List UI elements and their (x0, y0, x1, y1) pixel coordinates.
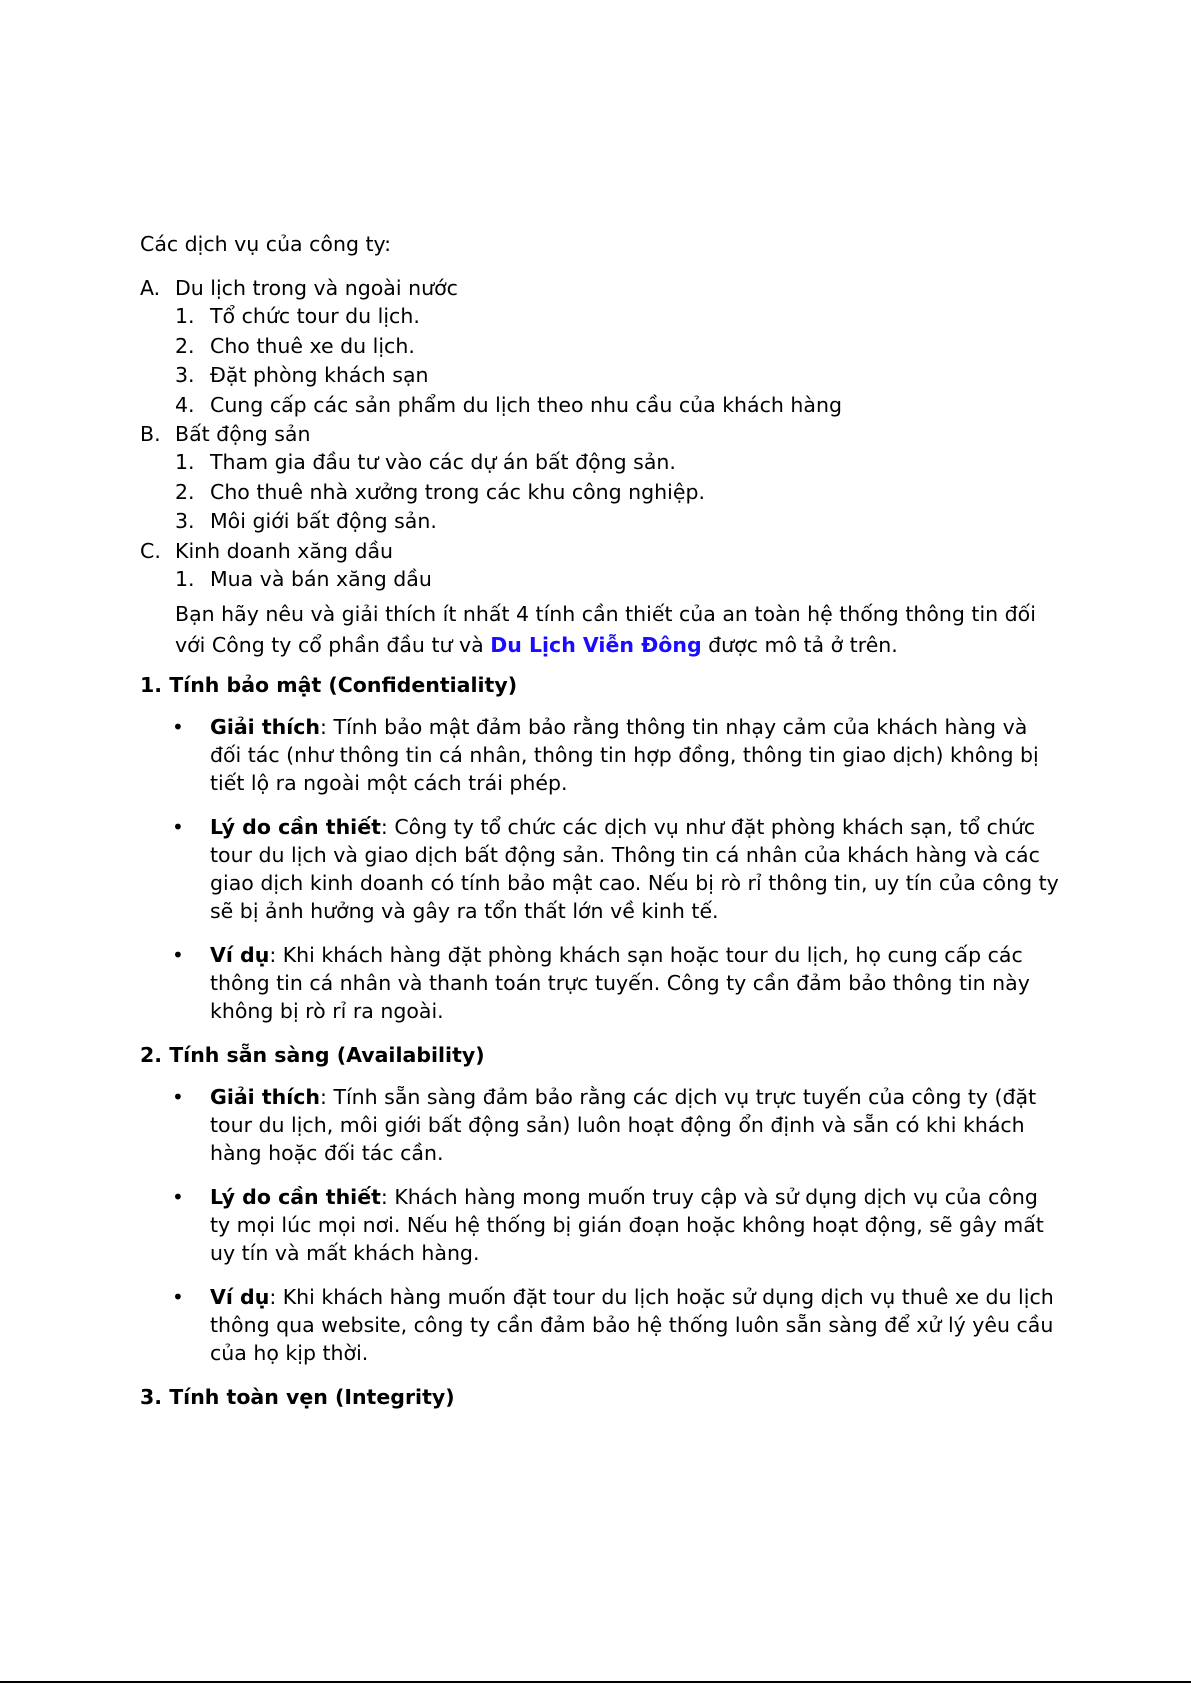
bullet-item (140, 1283, 1060, 1367)
section-c (140, 537, 1060, 565)
section-marker: A. (140, 276, 161, 300)
bullet-icon: • (172, 1084, 184, 1109)
list-item (140, 478, 1060, 506)
list-item (140, 448, 1060, 476)
item-text: Cung cấp các sản phẩm du lịch theo nhu cầu của khách hàng (210, 392, 842, 417)
answer-heading-confidentiality: 1. Tính bảo mật (Confidentiality) (140, 672, 518, 697)
item-marker: 2. (175, 333, 195, 358)
item-marker: 3. (175, 363, 195, 387)
bullet-text: : Khi khách hàng muốn đặt tour du lịch hoặc sử dụng dịch vụ thuê xe du lịch thông qua website, công ty cần đảm bảo hệ thống luôn sẵn sàng để xử lý yêu cầu của họ kịp thời. (210, 1284, 1054, 1365)
item-text: Môi giới bất động sản. (210, 509, 437, 533)
item-marker: 4. (175, 392, 195, 417)
section-b (140, 420, 1060, 448)
list-item (140, 507, 1060, 535)
list-item (140, 361, 1060, 389)
bullet-text: : Khách hàng mong muốn truy cập và sử dụng dịch vụ của công ty mọi lúc mọi nơi. Nếu hệ thống bị gián đoạn hoặc không hoạt động, sẽ gây mất uy tín và mất khách hàng. (210, 1184, 1044, 1265)
item-marker: 1. (175, 304, 195, 328)
section-a (140, 274, 1060, 302)
company-name-link[interactable]: Du Lịch Viễn Đông (490, 632, 702, 657)
bullet-label: Lý do cần thiết (210, 1184, 381, 1209)
bullet-item (140, 941, 1060, 1025)
question-text: Bạn hãy nêu và giải thích ít nhất 4 tính cần thiết của an toàn hệ thống thông tin đối với Công ty cổ phần đầu tư và (175, 601, 1036, 657)
question-text-end: được mô tả ở trên. (701, 632, 898, 657)
bullet-label: Giải thích (210, 714, 321, 739)
bullet-item (140, 813, 1060, 925)
item-marker: 1. (175, 566, 195, 591)
list-item (140, 391, 1060, 419)
page-bottom-rule (0, 1681, 1191, 1683)
item-marker: 2. (175, 479, 195, 504)
list-item (140, 332, 1060, 360)
list-item (140, 565, 1060, 593)
bullet-label: Ví dụ (210, 942, 270, 967)
item-text: Đặt phòng khách sạn (210, 363, 429, 387)
bullet-icon: • (172, 814, 184, 839)
section-marker: B. (140, 422, 161, 446)
document-page (140, 230, 1060, 1425)
bullet-label: Ví dụ (210, 1284, 270, 1309)
bullet-text: : Tính bảo mật đảm bảo rằng thông tin nhạy cảm của khách hàng và đối tác (như thông tin cá nhân, thông tin hợp đồng, thông tin giao dịch) không bị tiết lộ ra ngoài một cách trái phép. (210, 714, 1039, 795)
item-text: Mua và bán xăng dầu (210, 566, 432, 591)
intro-text: Các dịch vụ của công ty: (140, 232, 392, 256)
answer-heading-integrity: 3. Tính toàn vẹn (Integrity) (140, 1384, 455, 1409)
question-paragraph (140, 599, 1060, 661)
item-text: Cho thuê xe du lịch. (210, 333, 415, 358)
item-text: Tổ chức tour du lịch. (210, 304, 420, 328)
section-title: Bất động sản (175, 422, 311, 446)
bullet-item (140, 713, 1060, 797)
section-marker: C. (140, 538, 161, 563)
section-title: Kinh doanh xăng dầu (175, 538, 394, 563)
bullet-icon: • (172, 1284, 184, 1309)
list-item (140, 302, 1060, 330)
bullet-label: Giải thích (210, 1084, 321, 1109)
bullet-item (140, 1183, 1060, 1267)
section-title: Du lịch trong và ngoài nước (175, 276, 458, 300)
item-marker: 3. (175, 509, 195, 533)
bullet-label: Lý do cần thiết (210, 814, 381, 839)
bullet-text: : Khi khách hàng đặt phòng khách sạn hoặc tour du lịch, họ cung cấp các thông tin cá nhân và thanh toán trực tuyến. Công ty cần đảm bảo thông tin này không bị rò rỉ ra ngoài. (210, 942, 1030, 1023)
bullet-icon: • (172, 714, 184, 739)
bullet-icon: • (172, 1184, 184, 1209)
item-text: Cho thuê nhà xưởng trong các khu công nghiệp. (210, 479, 706, 504)
bullet-icon: • (172, 942, 184, 967)
item-marker: 1. (175, 450, 195, 474)
bullet-item (140, 1083, 1060, 1167)
item-text: Tham gia đầu tư vào các dự án bất động sản. (210, 450, 676, 474)
bullet-text: : Tính sẵn sàng đảm bảo rằng các dịch vụ trực tuyến của công ty (đặt tour du lịch, môi giới bất động sản) luôn hoạt động ổn định và sẵn có khi khách hàng hoặc đối tác cần. (210, 1084, 1037, 1165)
answer-heading-availability: 2. Tính sẵn sàng (Availability) (140, 1042, 485, 1067)
bullet-text: : Công ty tổ chức các dịch vụ như đặt phòng khách sạn, tổ chức tour du lịch và giao dịch bất động sản. Thông tin cá nhân của khách hàng và các giao dịch kinh doanh có tính bảo mật cao. Nếu bị rò rỉ thông tin, uy tín của công ty sẽ bị ảnh hưởng và gây ra tổn thất lớn về kinh tế. (210, 814, 1059, 923)
